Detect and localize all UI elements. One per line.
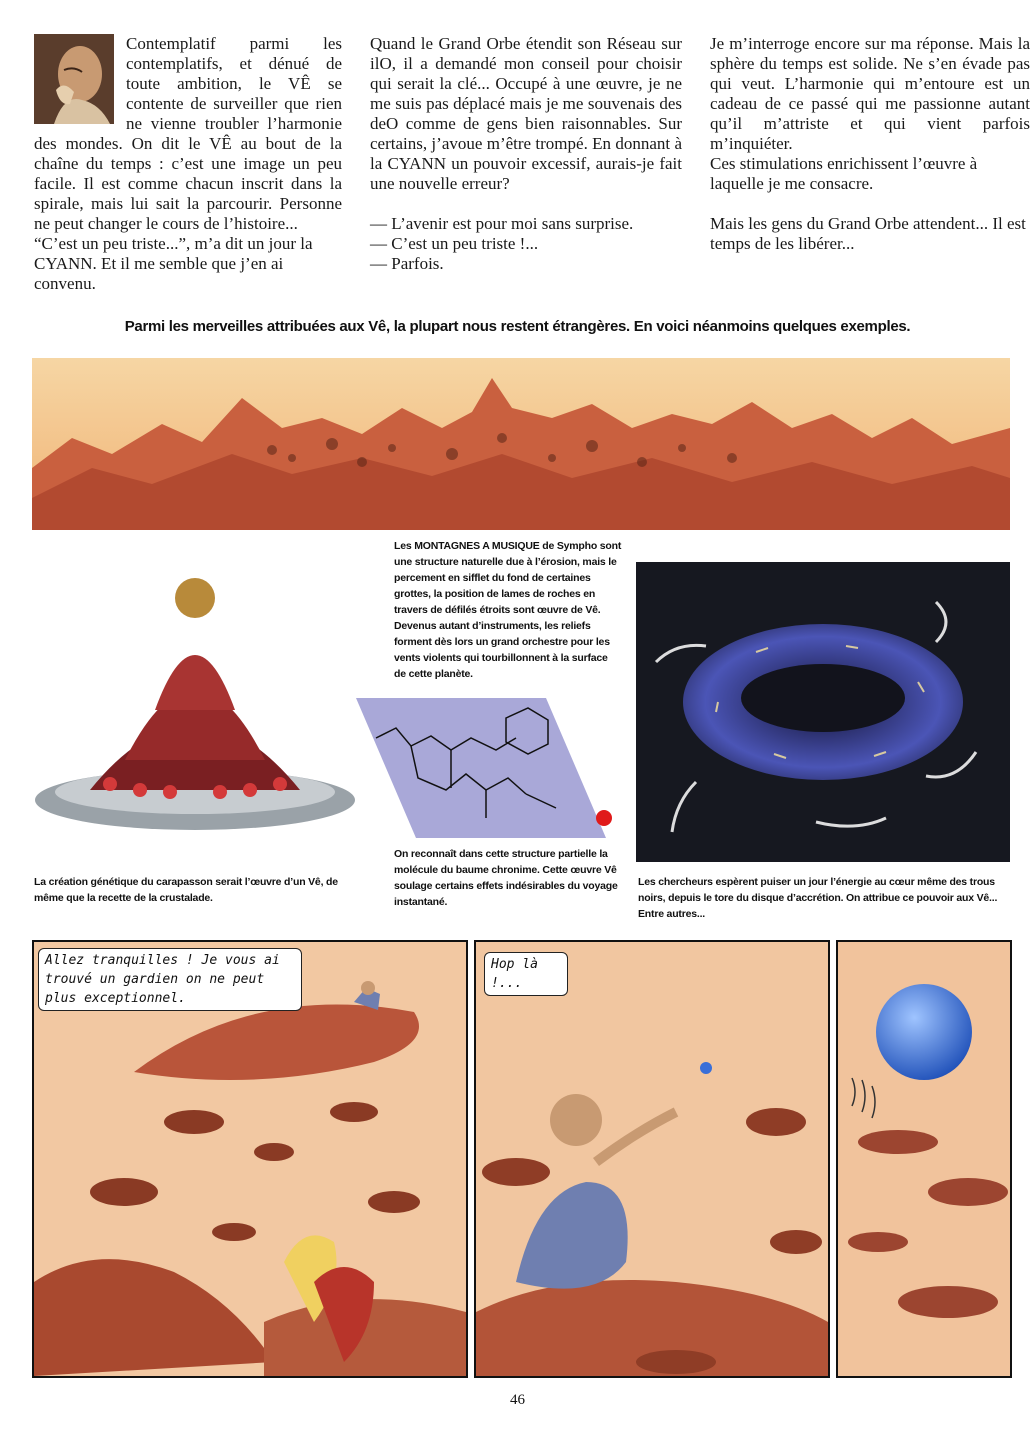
section-headline: Parmi les merveilles attribuées aux Vê, la plupart nous restent étrangères. En voici néanmoins quelques exemples. — [124, 318, 911, 335]
dialogue-line: — C’est un peu triste !... — [370, 234, 539, 253]
speech-bubble-2: Hop là !... — [484, 952, 568, 996]
comic-panel-3 — [836, 940, 1012, 1378]
text-column-1 — [34, 34, 342, 294]
speech-bubble-1: Allez tranquilles ! Je vous ai trouvé un gardien on ne peut plus exceptionnel. — [38, 948, 302, 1011]
page-number: 46 — [510, 1392, 525, 1408]
caption-carapasson: La création génétique du carapasson serait l’œuvre d’un Vê, de même que la recette de la crustalade. — [34, 876, 338, 904]
torus-illustration — [636, 562, 1010, 862]
paragraph: Mais les gens du Grand Orbe attendent... Il est temps de les libérer... — [710, 214, 1026, 253]
mountains-illustration — [32, 358, 1010, 530]
molecule-diagram — [356, 698, 616, 838]
text-column-3 — [710, 34, 1030, 254]
paragraph: “C’est un peu triste...”, m’a dit un jour la CYANN. Et il me semble que j’en ai convenu. — [34, 234, 313, 293]
comic-panel-2 — [474, 940, 830, 1378]
caption-molecule: On reconnaît dans cette structure partielle la molécule du baume chronime. Cette œuvre Vê soulage certains effets indésirables du voyage instantané. — [394, 848, 618, 908]
dialogue-line: — Parfois. — [370, 254, 444, 273]
dialogue-line: — L’avenir est pour moi sans surprise. — [370, 214, 634, 233]
carapasson-illustration — [30, 560, 360, 850]
comic-panel-1 — [32, 940, 468, 1378]
text-column-2 — [370, 34, 682, 274]
paragraph: Contemplatif parmi les contemplatifs, et dénué de toute ambition, le VÊ se contente de surveiller que rien ne vienne troubler l’harmonie des mondes. On dit le VÊ au bout de la chaîne du temps : c’est une image un peu facile. Il est comme chacun inscrit dans la spirale, mais lui sait la parcourir. Personne ne peut changer le cours de l’histoire... — [34, 34, 342, 233]
caption-music-mountains: Les MONTAGNES A MUSIQUE de Sympho sont une structure naturelle due à l’érosion, mais le percement en sifflet du fond de certaines grottes, la position de lames de roches en travers de défilés étroits sont œuvre de Vê. Devenus autant d’instruments, les reliefs forment dès lors un grand orchestre pour les vents violents qui tourbillonnent à la surface de cette planète. — [394, 540, 622, 680]
paragraph: Ces stimulations enrichissent l’œuvre à laquelle je me consacre. — [710, 154, 978, 193]
caption-torus: Les chercheurs espèrent puiser un jour l’énergie au cœur même des trous noirs, depuis le tore du disque d’accrétion. On attribue ce pouvoir aux Vê... Entre autres... — [638, 876, 998, 920]
paragraph: Quand le Grand Orbe étendit son Réseau sur ilO, il a demandé mon conseil pour choisir qui serait la clé... Occupé à une œuvre, je ne me suis pas déplacé mais je me souvenais des deO comme de gens bien raisonnables. Sur certains, j’avoue m’être trompé. En donnant à la CYANN un pouvoir excessif, aurais-je fait une nouvelle erreur? — [370, 34, 682, 193]
paragraph: Je m’interroge encore sur ma réponse. Mais la sphère du temps est solide. Ne s’en évade pas qui veut. L’harmonie qui m’entoure est un cadeau de ce passé qui me passionne autant qu’il m’attriste et qui vient parfois m’inquiéter. — [710, 34, 1030, 153]
